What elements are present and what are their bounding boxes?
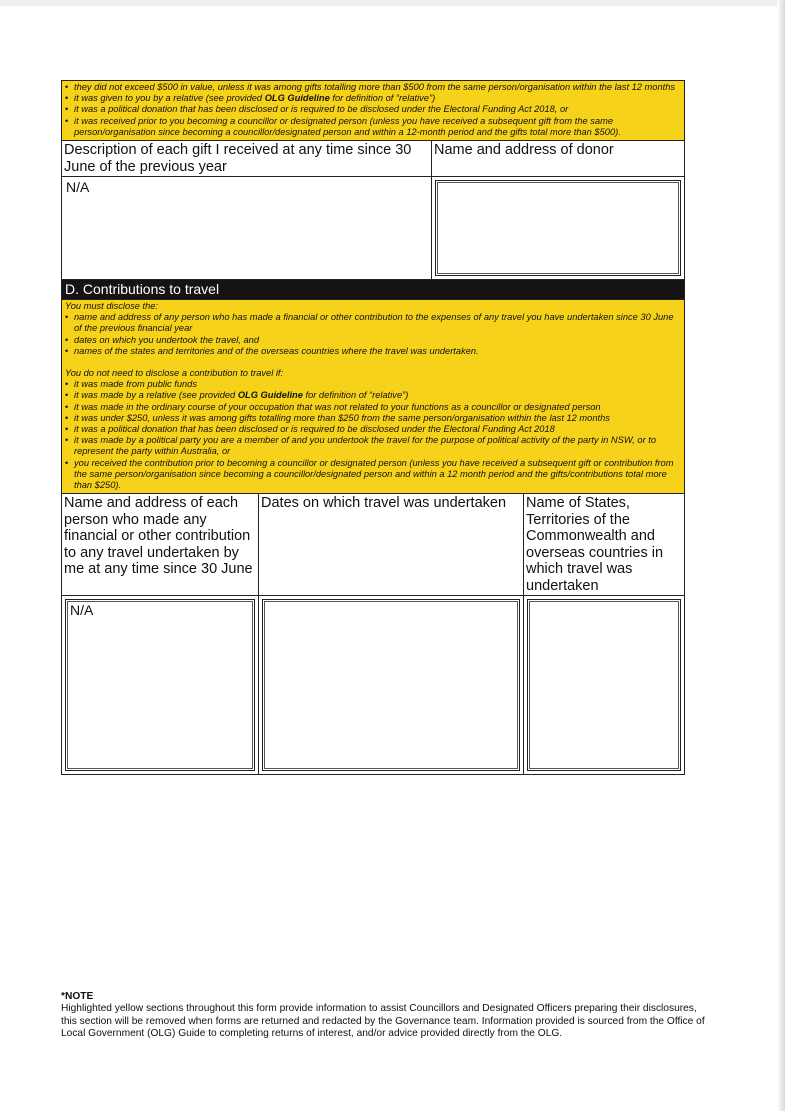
contributor-entry-box[interactable]: [65, 599, 255, 771]
travel-dates-entry-box[interactable]: [262, 599, 520, 771]
bullet-item: • names of the states and territories and of the overseas countries where the travel was undertaken.: [65, 346, 682, 357]
bullet-item: • it was a political donation that has been disclosed or is required to be disclosed under the Electoral Funding Act 2018: [65, 424, 682, 435]
not-disclose-intro: You do not need to disclose a contribution to travel if:: [65, 368, 284, 379]
disclosure-form: [61, 80, 685, 775]
bullet-item: • it was made by a relative (see provided OLG Guideline for definition of “relative”): [65, 390, 682, 401]
bullet-item: • it was made in the ordinary course of your occupation that was not related to your functions as a councillor or designated person: [65, 402, 682, 413]
contributor-header: Name and address of each person who made any financial or other contribution to any travel undertaken by me at any time since 30 June: [62, 494, 259, 595]
footer-note: [61, 991, 711, 1041]
travel-dates-header: Dates on which travel was undertaken: [259, 494, 524, 595]
travel-places-value: [528, 600, 680, 604]
bullet-item: • dates on which you undertook the travel, and: [65, 335, 682, 346]
bullet-item: • it was made from public funds: [65, 379, 682, 390]
donor-cell[interactable]: [432, 177, 684, 279]
gift-description-value: N/A: [66, 179, 90, 196]
donor-value: [436, 181, 680, 185]
not-disclose-list: [65, 379, 682, 491]
travel-places-cell[interactable]: [524, 596, 684, 774]
section-d-title: D. Contributions to travel: [62, 280, 684, 300]
scan-right-edge: [777, 0, 785, 1111]
bullet-item: • they did not exceed $500 in value, unless it was among gifts totalling more than $500 from the same person/organisation within the last 12 months: [65, 82, 682, 93]
bullet-item: • it was a political donation that has been disclosed or is required to be disclosed under the Electoral Funding Act 2018, or: [65, 104, 682, 115]
gift-exemptions-info: [62, 81, 684, 141]
gift-description-cell[interactable]: [62, 177, 432, 279]
travel-places-entry-box[interactable]: [527, 599, 681, 771]
note-title: *NOTE: [61, 991, 94, 1002]
donor-entry-box[interactable]: [435, 180, 681, 276]
must-disclose-intro: You must disclose the:: [65, 301, 159, 312]
travel-dates-cell[interactable]: [259, 596, 524, 774]
travel-header-row: [62, 494, 684, 596]
bullet-item: • name and address of any person who has made a financial or other contribution to the expenses of any travel you have undertaken since 30 June of the previous financial year: [65, 312, 682, 334]
gift-description-header: Description of each gift I received at any time since 30 June of the previous year: [62, 141, 432, 176]
travel-info: [62, 300, 684, 494]
gifts-header-row: [62, 141, 684, 177]
gifts-entry-row: [62, 177, 684, 280]
bullet-item: • it was under $250, unless it was among gifts totalling more than $250 from the same person/organisation within the last 12 months: [65, 413, 682, 424]
bullet-item: • it was given to you by a relative (see provided OLG Guideline for definition of “relative”): [65, 93, 682, 104]
travel-entry-row: [62, 596, 684, 774]
travel-places-header: Name of States, Territories of the Commonwealth and overseas countries in which travel was undertaken: [526, 495, 664, 594]
bullet-item: • you received the contribution prior to becoming a councillor or designated person (unless you have received a subsequent gift or contribution from the same person/organisation since becoming a councillor/designated person and within a 12 month period and the gifts/contributions total more than $250).: [65, 458, 682, 492]
donor-header: Name and address of donor: [434, 142, 614, 159]
gift-exemptions-list: [65, 82, 682, 138]
scan-top-edge: [0, 0, 785, 6]
bullet-item: • it was made by a political party you are a member of and you undertook the travel for the purpose of political activity of the party in NSW, or to represent the party within Australia, or: [65, 435, 682, 457]
note-body: Highlighted yellow sections throughout this form provide information to assist Councillors and Designated Officers preparing their disclosures, this section will be removed when forms are returned and redacted by the Governance team. Information provided is sourced from the Office of Local Government (OLG) Guide to completing returns of interest, and/or advice provided directly from the OLG.: [61, 1003, 705, 1040]
travel-dates-value: [263, 600, 519, 604]
bullet-item: • it was received prior to you becoming a councillor or designated person (unless you have received a subsequent gift from the same person/organisation since becoming a councillor/designated person and within a 12-month period and the gifts total more than $500).: [65, 116, 682, 138]
contributor-cell[interactable]: [62, 596, 259, 774]
contributor-value: N/A: [70, 602, 94, 619]
must-disclose-list: [65, 312, 682, 357]
